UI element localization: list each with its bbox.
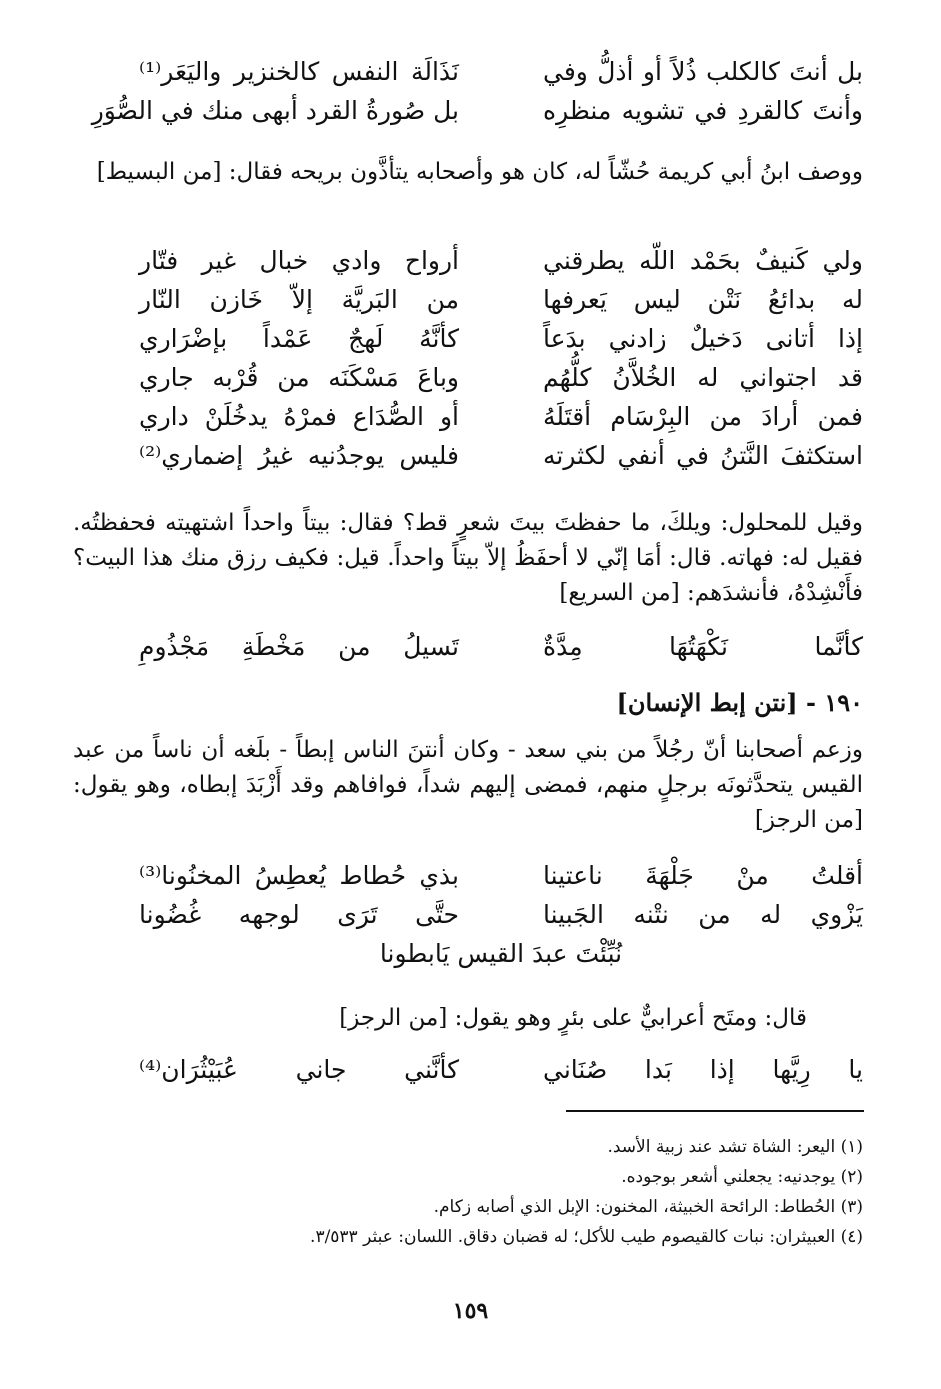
verse-line xyxy=(139,358,863,397)
verse-hemistich-first: يَزْوي له من نتْنه الجَبينا xyxy=(543,900,863,929)
footnote: (٢) يوجدنيه: يجعلني أشعر بوجوده. xyxy=(621,1167,863,1187)
verse-line xyxy=(139,1050,863,1089)
verse-hemistich-second: حتَّى تَرَى لوجهه غُضُونا xyxy=(139,900,459,929)
verse-line xyxy=(139,856,863,895)
verse-hemistich-second: نَذَالَة النفس كالخنزير واليَعَر⁽¹⁾ xyxy=(139,57,459,86)
poem-block-1 xyxy=(91,52,863,130)
verse-hemistich-second: وباعَ مَسْكَنَه من قُرْبه جاري xyxy=(139,363,459,392)
verse-hemistich-first: أقلتُ منْ جَلْهَةَ ناعتينا xyxy=(543,861,863,890)
verse-line xyxy=(139,280,863,319)
verse-hemistich-second: بذي حُطاط يُعطِسُ المخنُونا⁽³⁾ xyxy=(139,861,459,890)
verse-hemistich-first: كأنَّما نَكْهَتُهَا مِدَّةٌ xyxy=(543,632,863,661)
poem-block-2 xyxy=(139,241,863,475)
verse-line xyxy=(139,52,863,91)
prose-paragraph: ووصف ابنُ أبي كريمة حُشّاً له، كان هو وأصحابه يتأذَّون بريحه فقال: [من البسيط] xyxy=(96,159,863,185)
section-heading: ١٩٠ - [نتن إبط الإنسان] xyxy=(616,688,863,717)
footnote: (٤) العبيثران: نبات كالقيصوم طيب للأكل؛ له قضبان دقاق. اللسان: عبثر ٣/٥٣٣. xyxy=(310,1227,863,1247)
verse-single-hemistich: نُبِّئْتَ عبدَ القيس يَابطونا xyxy=(379,939,623,968)
verse-hemistich-first: استكثفَ النَّتنُ في أنفي لكثرته xyxy=(543,441,863,470)
footnotes xyxy=(73,1132,863,1252)
verse-line xyxy=(139,436,863,475)
verse-hemistich-second: كأنَّني جاني عُبَيْثُرَان⁽⁴⁾ xyxy=(139,1055,459,1084)
verse-hemistich-first: له بدائعُ نَتْن ليس يَعرفها xyxy=(543,285,863,314)
verse-line xyxy=(91,91,863,130)
verse-hemistich-first: وأنتَ كالقردِ في تشويه منظرِه xyxy=(543,96,863,125)
poem-block-4 xyxy=(139,856,863,973)
prose-paragraph: قال: ومتَح أعرابيٌّ على بئرٍ وهو يقول: [من الرجز] xyxy=(339,1005,807,1031)
verse-line-single xyxy=(139,934,863,973)
verse-line xyxy=(139,397,863,436)
prose-paragraph: وزعم أصحابنا أنّ رجُلاً من بني سعد - وكان أنتنَ الناس إبطاً - بلَغه أن ناساً من عبد القيس يتحدَّثونَه برجلٍ منهم، فمضى إليهم شداً، فوافاهم وقد أَزْبَدَ إبطاه، وهو يقول: [من الرجز] xyxy=(73,737,863,833)
verse-hemistich-first: إذا أتانى دَخيلٌ زادني بدَعاً xyxy=(543,324,863,353)
poem-block-5 xyxy=(139,1050,863,1089)
prose-paragraph: وقيل للمحلول: ويلكَ، ما حفظتَ بيتَ شعرٍ قط؟ فقال: بيتاً واحداً اشتهيته فحفظتُه. فقيل له: فهاته. قال: أمَا إنّي لا أحفَظُ إلاّ بيتاً واحداً. قيل: فكيف رزق منك هذا البيت؟ فأَنْشِدْهُ، فأنشدَهم: [من السريع] xyxy=(73,510,863,606)
verse-hemistich-second: فليس يوجدُنيه غيرُ إضماري⁽²⁾ xyxy=(139,441,459,470)
footnote: (٣) الحُطاط: الرائحة الخبيثة، المخنون: الإبل الذي أصابه زكام. xyxy=(433,1197,863,1217)
verse-hemistich-first: قد اجتواني له الخُلاَّنُ كلُّهُم xyxy=(543,363,863,392)
footnote-separator xyxy=(566,1110,864,1112)
verse-hemistich-first: بل أنتَ كالكلب ذُلاً أو أذلُّ وفي xyxy=(543,57,863,86)
verse-hemistich-second: بل صُورةُ القرد أبهى منك في الصُّوَرِ xyxy=(91,96,459,125)
verse-hemistich-second: من البَريَّة إلاّ خَازن النّار xyxy=(139,285,459,314)
verse-hemistich-first: فمن أرادَ من البِرْسَام أقتَلَهُ xyxy=(543,402,863,431)
footnote: (١) اليعر: الشاة تشد عند زبية الأسد. xyxy=(607,1137,863,1157)
verse-hemistich-second: أرواح وادي خبال غير فتّار xyxy=(139,246,459,275)
poem-block-3 xyxy=(139,627,863,666)
verse-hemistich-second: كأنَّهُ لَهجٌ عَمْداً بإضْرَاري xyxy=(139,324,459,353)
verse-line xyxy=(139,895,863,934)
verse-hemistich-second: أو الصُّدَاع فمرْهُ يدخُلَنْ داري xyxy=(139,402,459,431)
verse-hemistich-first: ولي كَنيفٌ بحَمْد اللّه يطرقني xyxy=(543,246,863,275)
verse-hemistich-first: يا رِيَّها إذا بَدا صُنَاني xyxy=(543,1055,863,1084)
verse-line xyxy=(139,319,863,358)
page-number: ١٥٩ xyxy=(452,1298,489,1324)
verse-line xyxy=(139,627,863,666)
verse-hemistich-second: تَسيلُ من مَخْطَةِ مَجْذُومِ xyxy=(139,632,459,661)
verse-line xyxy=(139,241,863,280)
